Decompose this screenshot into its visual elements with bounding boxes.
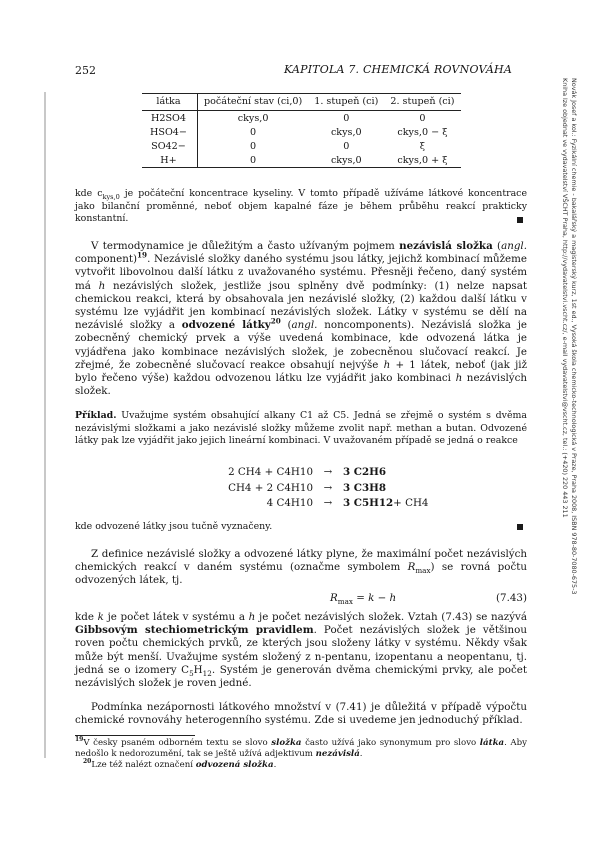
text: angl.	[501, 240, 527, 252]
text: často užívá jako synonymum pro slovo	[301, 738, 480, 748]
text: H	[193, 663, 203, 676]
text: kde c	[75, 188, 103, 199]
table-cell: 0	[343, 113, 350, 124]
table-cell: 0	[343, 141, 350, 152]
table-header: 2. stupeň (ci)	[384, 94, 460, 111]
text: nezávislých složek, jestliže jsou splněny dvě podmínky: (1) nelze napsat chemickou reakci, která by obsahovala jen nezávislé složky, (2) každou další látku v systému lze vyjádřit jen kombinací nezávislých složek. Látky v systému se dělí na nezávislé složky a	[75, 279, 527, 332]
end-of-example-mark	[517, 217, 523, 223]
text: je počáteční koncentrace kyseliny. V tomto případě užíváme látkové koncentrace jako bilanční proměnné, neboť objem kapalné fáze je během průběhu reakcí prakticky konstantní.	[75, 188, 527, 225]
end-of-example-mark	[517, 524, 523, 530]
text: component)	[75, 253, 138, 266]
text: angl.	[291, 319, 318, 332]
text: . Počet nezávislých složek je většinou roven počtu chemických prvků, ze kterých jsou složeny látky v systému. Někdy však může být menší. Uvažujme systém složený z n-pentanu, izopentanu a neopentanu, tj. jedná se o izomery C	[75, 624, 527, 676]
text: (	[280, 319, 292, 332]
equation-number: (7.43)	[496, 592, 527, 604]
table-cell: 0	[197, 153, 308, 168]
table-cell: H+	[142, 153, 197, 168]
text: .	[359, 749, 363, 759]
reaction-row	[200, 481, 428, 497]
text: . Systém je generován dvěma chemickými prvky, ale počet nezávislých složek je roven jedné.	[75, 663, 527, 690]
text: V česky psaném odborném textu se slovo	[83, 738, 272, 748]
paragraph-gibbs-rule	[75, 611, 527, 690]
table-caption-text	[75, 188, 527, 226]
text: + 1 látek, neboť (jak již bylo řečeno výše) každou odvozenou látku lze vyjádřit jako kombinaci	[75, 358, 527, 385]
text: Podmínka nezápornosti látkového množství v (7.41) je důležitá v případě výpočtu chemické rovnováhy heterogenního systému. Zde si uvedeme jen jednoduchý příklad.	[75, 701, 527, 727]
text: kde odvozené látky jsou tučně vyznačeny.	[75, 521, 273, 532]
text: Uvažujme systém obsahující alkany C1 až C5. Jedná se zřejmě o systém s dvěma nezávislými složkami a jako nezávislé složky můžeme zvolit např. methan a butan. Odvozené látky pak lze vyjádřit jako jejich lineární kombinaci. V uvažovaném případě se jedná o reakce	[75, 410, 527, 447]
table-cell: ckys,0 + ξ	[384, 153, 460, 168]
subscript: max	[415, 566, 431, 576]
text: látka	[479, 738, 505, 748]
subscript: max	[337, 597, 353, 607]
equation-body	[330, 592, 397, 607]
paragraph-independent-component	[75, 240, 527, 398]
table-cell: ckys,0 − ξ	[397, 127, 448, 138]
table-cell: ξ	[419, 141, 426, 152]
reaction-rhs: 3 C5H12	[343, 497, 394, 509]
table-cell: ckys,0	[330, 127, 362, 138]
reaction-arrow: →	[323, 481, 333, 494]
reaction-row	[200, 465, 428, 481]
footnote-mark: 20	[83, 758, 92, 766]
reaction-lhs: 4 C4H10	[266, 497, 313, 509]
variable: k	[97, 611, 104, 623]
subscript: 5	[189, 668, 194, 678]
page-number: 252	[75, 64, 96, 77]
table-cell: 0	[250, 141, 257, 152]
variable: h	[98, 279, 106, 292]
table-header-row	[142, 94, 461, 111]
table-cell: SO42−	[142, 139, 197, 153]
text: kde	[75, 611, 98, 623]
reaction-lhs: 2 CH4 + C4H10	[228, 466, 313, 478]
text: (	[492, 240, 502, 252]
text: Z definice nezávislé složky a odvozené látky plyne, že maximální počet nezávislých chemických reakcí v daném systému (označme symbolem	[75, 548, 527, 574]
table-cell: H2SO4	[142, 111, 197, 126]
text: noncomponents). Nezávislá složka je zobecněný chemický prvek a výše uvedená kombinace, kde odvozená látka je vyjádřena jako kombinace nezávislých složek, je zobecněnou slučovací reakcí. Je zřejmé, že zobecněné slučovací reakce obsahují nejvýše	[75, 319, 527, 371]
reaction-lhs: CH4 + 2 C4H10	[228, 481, 313, 494]
text: je počet látek v systému a	[103, 611, 249, 623]
reaction-arrow: →	[323, 466, 333, 478]
reaction-rhs: 3 C3H8	[343, 481, 387, 494]
variable: h	[455, 372, 463, 385]
variable: h	[383, 358, 391, 371]
variable: R	[407, 561, 416, 574]
text: je počet nezávislých složek. Vztah (7.43) se nazývá	[255, 611, 528, 623]
reaction-arrow: →	[323, 497, 333, 509]
reaction-rhs: 3 C2H6	[343, 466, 387, 478]
concentration-table	[142, 93, 461, 168]
text: složka	[271, 738, 302, 748]
footnote-20	[75, 760, 527, 771]
reaction-note	[75, 521, 527, 534]
text: nezávislých složek.	[75, 372, 528, 398]
footnote-ref: 20	[270, 316, 281, 326]
side-note	[560, 78, 578, 678]
variable: h	[248, 611, 256, 623]
example-paragraph	[75, 410, 527, 448]
text: R	[330, 592, 338, 604]
text: V termodynamice je důležitým a často užívaným pojmem	[91, 240, 400, 252]
running-head: KAPITOLA 7. CHEMICKÁ ROVNOVÁHA	[283, 63, 512, 76]
table-row	[142, 125, 461, 139]
table-cell: 0	[250, 127, 257, 138]
table-cell: 0	[419, 113, 426, 124]
text: Lze též nalézt označení	[91, 760, 196, 770]
table-cell: ckys,0	[237, 113, 269, 124]
table-header: látka	[142, 94, 197, 111]
reaction-row	[200, 496, 428, 512]
footnote-19	[75, 738, 527, 760]
margin-rule	[44, 92, 46, 758]
text: nezávislá	[315, 749, 360, 759]
paragraph-nonnegativity	[75, 701, 527, 727]
side-note-line-2: Kniha lze objednat ve vydavatelství VŠCHT Praha, http://vydavatelstvi.vscht.cz/, e-mail vydavatelstvi@vscht.cz, tel.: (+420) 220 443 211	[561, 78, 569, 518]
subscript: 12	[202, 668, 212, 678]
table-cell: HSO4−	[142, 125, 197, 139]
table-row	[142, 111, 461, 126]
text: . Aby nedošlo k nedorozumění, tak se ještě užívá adjektivum	[75, 738, 527, 759]
footnote-mark: 19	[75, 736, 84, 744]
reaction-list	[200, 465, 428, 512]
text: = k − h	[352, 592, 397, 604]
term: Gibbsovým stechiometrickým pravidlem	[75, 624, 314, 637]
table-header: počáteční stav (ci,0)	[197, 94, 308, 111]
example-label: Příklad.	[75, 410, 117, 421]
footnote-rule	[75, 735, 195, 736]
text: ) se rovná počtu odvozených látek, tj.	[75, 561, 527, 587]
footnote-ref: 19	[137, 250, 148, 260]
table-header: 1. stupeň (ci)	[308, 94, 384, 111]
footnotes	[75, 738, 527, 771]
term: nezávislá složka	[399, 240, 493, 252]
subscript: kys,0	[102, 192, 120, 201]
reaction-rhs-extra: + CH4	[393, 497, 429, 509]
table-cell: ckys,0	[308, 153, 384, 168]
paragraph-max-reactions	[75, 548, 527, 588]
text: .	[273, 760, 277, 770]
term: odvozené látky	[181, 319, 271, 332]
text: . Nezávislé složky daného systému jsou látky, jejichž kombinací můžeme vytvořit libovolnou další látku z uvažovaného systému. Přesněji řečeno, daný systém má	[75, 253, 527, 292]
table-row	[142, 153, 461, 168]
text: odvozená složka	[195, 760, 274, 770]
table-row	[142, 139, 461, 153]
side-note-line-1: Novák Josef a kol.: Fyzikální chemie - bakalářský a magisterský kurz, 1st ed., Vysoká škola chemicko-technologická v Praze, Praha 2008, ISBN 978-80-7080-675-3	[570, 78, 578, 595]
